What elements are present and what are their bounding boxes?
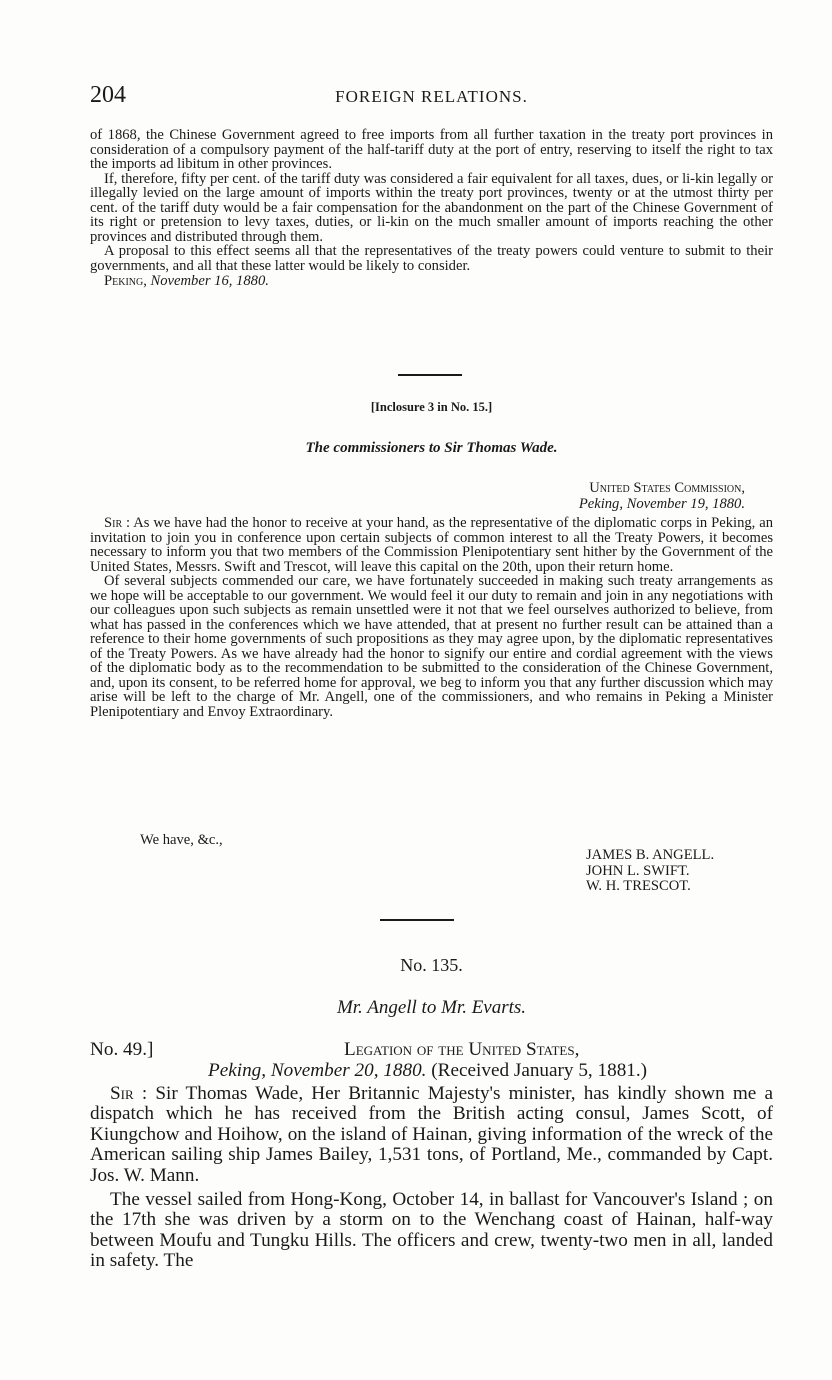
address-line: United States Commission, <box>589 480 745 496</box>
document-title: Mr. Angell to Mr. Evarts. <box>336 997 527 1018</box>
section-divider <box>398 374 462 376</box>
running-head: FOREIGN RELATIONS. <box>335 87 528 106</box>
enclosure-continuation <box>90 128 773 289</box>
dateline-place: Peking, <box>104 273 147 289</box>
dateline-date: November 16, 1880. <box>150 273 269 289</box>
signature-block <box>586 848 714 895</box>
signature: W. H. TRESCOT. <box>586 878 691 894</box>
section-divider <box>380 919 454 921</box>
address-date: Peking, November 19, 1880. <box>578 496 745 512</box>
paragraph: If, therefore, fifty per cent. of the tariff duty was considered a fair equivalent for all taxes, dues, or li-kin legally or illegally levied on the large amount of imports within the treaty port provinces, twenty or at the utmost thirty per cent. of the tariff duty would be a fair compensation for the abandonment on the part of the Chinese Government of its right or pretension to levy taxes, duties, or li-kin on the much smaller amount of imports reaching the other provinces and distributed through them. <box>90 170 773 245</box>
signature: JOHN L. SWIFT. <box>586 862 690 879</box>
inclosure-label: [Inclosure 3 in No. 15.] <box>370 400 493 414</box>
letter-closing: We have, &c., <box>140 832 223 848</box>
paragraph-text: As we have had the honor to receive at your hand, as the representative of the diplomatic corps in Peking, an invitation to join you in conference upon certain subjects of common interest to all the Treaty Powers, it becomes necessary to inform you that two members of the Commission Plenipotentiary sent hither by the Government of the United States, Messrs. Swift and Trescot, will leave this capital on the 20th, upon their return home. <box>90 515 774 575</box>
paragraph: The vessel sailed from Hong-Kong, October 14, in ballast for Vancouver's Island ; on the 17th she was driven by a storm on to the Wenchang coast of Hainan, half-way between Moufu and Tungku Hills. The officers and crew, twenty-two men in all, landed in safety. The <box>90 1189 773 1272</box>
salutation: Sir : <box>104 515 131 531</box>
paragraph <box>90 1084 773 1186</box>
page-header <box>90 82 773 112</box>
paragraph: Of several subjects commended our care, we have fortunately succeeded in making such treaty arrangements as we hope will be acceptable to our government. We would feel it our duty to remain and join in any negotiations with our colleagues upon such subjects as remain unsettled were it not that we feel ourselves authorized to believe, from what has passed in the conferences which we have attended, that at present no further result can be attained than a reference to their home governments of such propositions as they may agree upon, by the diplomatic representatives of the Treaty Powers. As we have already had the honor to signify our entire and cordial agreement with the views of the diplomatic body as to the recommendation to be submitted to the consideration of the Chinese Government, and, upon its consent, to be referred home for approval, we beg to inform you that any further discussion which may arise will be left to the charge of Mr. Angell, one of the commissioners, and who remains in Peking a Minister Plenipotentiary and Envoy Extraordinary. <box>90 573 773 720</box>
place-date-line <box>208 1061 647 1081</box>
dispatch-ref: No. 49.] <box>90 1039 154 1060</box>
document-number: No. 135. <box>400 955 463 975</box>
received-date: (Received January 5, 1881.) <box>431 1060 648 1081</box>
page-number: 204 <box>90 82 126 108</box>
place-date: Peking, November 20, 1880. <box>208 1060 427 1081</box>
dateline <box>90 274 773 289</box>
letter-title: The commissioners to Sir Thomas Wade. <box>305 440 558 456</box>
paragraph: of 1868, the Chinese Government agreed to free imports from all further taxation in the treaty port provinces in consideration of a compulsory payment of the half-tariff duty at the port of entry, reserving to itself the right to tax the imports ad libitum in other provinces. <box>90 127 773 172</box>
paragraph <box>90 516 773 574</box>
salutation: Sir : <box>110 1083 148 1104</box>
dispatch-body <box>90 1084 773 1276</box>
letter-address <box>579 480 745 512</box>
paragraph-text: Sir Thomas Wade, Her Britannic Majesty's minister, has kindly shown me a dispatch which he has received from the British acting consul, James Scott, of Kiungchow and Hoihow, on the island of Hainan, giving information of the wreck of the American sailing ship James Bailey, 1,531 tons, of Portland, Me., commanded by Capt. Jos. W. Mann. <box>90 1083 773 1186</box>
signature: JAMES B. ANGELL. <box>586 847 715 863</box>
legation: Legation of the United States, <box>344 1039 580 1060</box>
letter-body <box>90 516 773 719</box>
paragraph: A proposal to this effect seems all that the representatives of the treaty powers could venture to submit to their governments, and all that these latter would be likely to consider. <box>90 243 773 274</box>
